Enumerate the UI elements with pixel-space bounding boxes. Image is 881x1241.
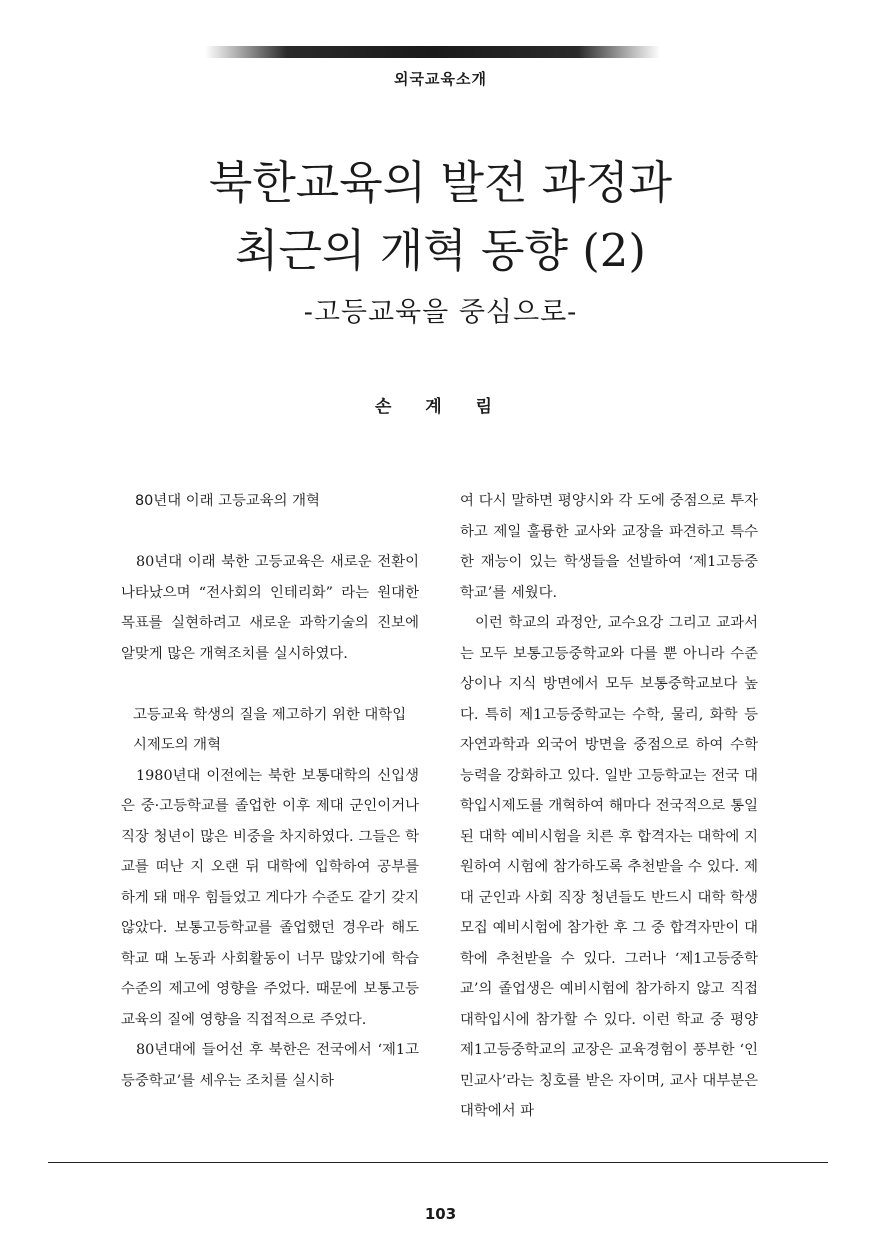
paragraph: 80년대에 들어선 후 북한은 전국에서 ‘제1고등중학교’를 세우는 조치를 실시하 [121, 1042, 419, 1089]
paragraph: 여 다시 말하면 평양시와 각 도에 중점으로 투자하고 제일 훌륭한 교사와 교장을 파견하고 특수한 재능이 있는 학생들을 선발하여 ‘제1고등중학교’를 세웠다. [460, 493, 758, 601]
article-subtitle: -고등교육을 중심으로- [303, 297, 578, 328]
right-column [460, 486, 758, 1127]
left-column [121, 486, 419, 1096]
article-title-line1: 북한교육의 발전 과정과 [208, 156, 673, 209]
spacer [121, 669, 419, 700]
article-title-line2: 최근의 개혁 동향 (2) [235, 224, 646, 277]
section-label: 외국교육소개 [394, 70, 487, 88]
paragraph: 이런 학교의 과정안, 교수요강 그리고 교과서는 모두 보통고등중학교와 다를 뿐 아니라 수준상이나 지식 방면에서 모두 보통중학교보다 높다. 특히 제1고등중학교는 수학, 물리, 화학 등 자연과학과 외국어 방면을 중점으로 하여 수학능력을 강화하고 있다. 일반 고등학교는 전국 대학입시제도를 개혁하여 해마다 전국적으로 통일된 대학 예비시험을 치른 후 합격자는 대학에 지원하여 시험에 참가하도록 추천받을 수 있다. 제대 군인과 사회 직장 청년들도 반드시 대학 학생모집 예비시험에 참가한 후 그 중 합격자만이 대학에 추천받을 수 있다. 그러나 ‘제1고등중학교’의 졸업생은 예비시험에 참가하지 않고 직접 대학입시에 참가할 수 있다. 이런 학교 중 평양 제1고등중학교의 교장은 교육경험이 풍부한 ‘인민교사’라는 칭호를 받은 자이며, 교사 대부분은 대학에서 파 [460, 615, 758, 1119]
spacer [121, 517, 419, 548]
page-number: 103 [424, 1205, 457, 1223]
paragraph: 80년대 이래 북한 고등교육은 새로운 전환이 나타났으며 “전사회의 인테리화” 라는 원대한 목표를 실현하려고 새로운 과학기술의 진보에 알맞게 많은 개혁조치를 실시하였다. [121, 554, 419, 662]
section-heading-admission: 고등교육 학생의 질을 제고하기 위한 대학입시제도의 개혁 [133, 706, 407, 753]
article-author: 손 계 림 [374, 397, 507, 417]
section-heading-reform: 80년대 이래 고등교육의 개혁 [135, 493, 320, 509]
header-decorative-bar [205, 46, 660, 58]
paragraph: 1980년대 이전에는 북한 보통대학의 신입생은 중·고등학교를 졸업한 이후 제대 군인이거나 직장 청년이 많은 비중을 차지하였다. 그들은 학교를 떠난 지 오랜 뒤 대학에 입학하여 공부를 하게 돼 매우 힘들었고 게다가 수준도 같기 갖지 않았다. 보통고등학교를 졸업했던 경우라 해도 학교 때 노동과 사회활동이 너무 많았기에 학습수준의 제고에 영향을 주었다. 때문에 보통고등교육의 질에 영향을 직접적으로 주었다. [121, 767, 419, 1028]
footer-divider [48, 1162, 828, 1163]
